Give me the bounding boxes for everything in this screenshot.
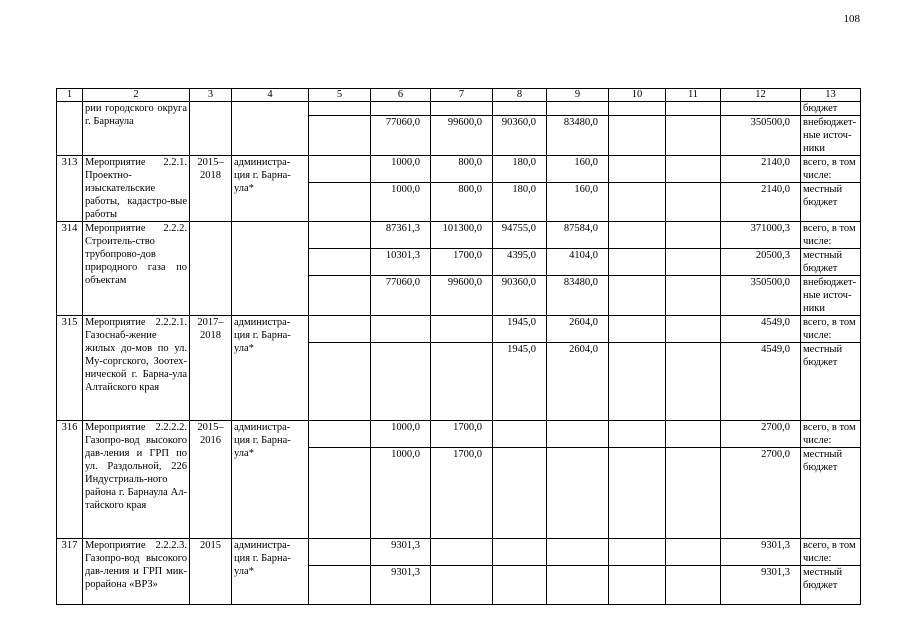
header-cell: 13	[801, 89, 861, 102]
value-cell: 94755,0	[493, 222, 547, 249]
value-cell: 83480,0	[547, 116, 609, 156]
row-number: 313	[57, 156, 83, 222]
value-cell: 180,0	[493, 156, 547, 183]
value-cell: 1000,0	[371, 183, 431, 222]
row-number: 317	[57, 539, 83, 605]
total-cell: 2700,0	[721, 421, 801, 448]
value-cell: 77060,0	[371, 116, 431, 156]
header-cell: 4	[232, 89, 309, 102]
total-cell: 9301,3	[721, 539, 801, 566]
value-cell: 4395,0	[493, 249, 547, 276]
value-cell: 1700,0	[431, 448, 493, 539]
value-cell: 4104,0	[547, 249, 609, 276]
value-cell: 1000,0	[371, 156, 431, 183]
period-cell	[190, 222, 232, 316]
total-cell: 350500,0	[721, 116, 801, 156]
page-number: 108	[843, 13, 860, 25]
funding-source: местный бюджет	[801, 566, 861, 605]
budget-table	[56, 88, 861, 605]
value-cell: 87584,0	[547, 222, 609, 249]
value-cell: 1000,0	[371, 421, 431, 448]
value-cell: 90360,0	[493, 276, 547, 316]
value-cell: 1945,0	[493, 316, 547, 343]
total-cell: 4549,0	[721, 316, 801, 343]
value-cell: 800,0	[431, 156, 493, 183]
value-cell: 10301,3	[371, 249, 431, 276]
value-cell: 83480,0	[547, 276, 609, 316]
funding-source: местный бюджет	[801, 448, 861, 539]
value-cell: 9301,3	[371, 539, 431, 566]
column-header-row	[57, 89, 861, 102]
total-cell: 9301,3	[721, 566, 801, 605]
total-cell: 2140,0	[721, 183, 801, 222]
funding-source: всего, в том числе:	[801, 222, 861, 249]
row-number: 315	[57, 316, 83, 421]
executor-cell	[232, 222, 309, 316]
executor-cell: администра-ция г. Барна-ула*	[232, 156, 309, 222]
row-number: 314	[57, 222, 83, 316]
total-cell: 2140,0	[721, 156, 801, 183]
funding-source: местный бюджет	[801, 249, 861, 276]
value-cell: 160,0	[547, 183, 609, 222]
activity-name: Мероприятие 2.2.2.2. Газопро-вод высокого дав-ления и ГРП по ул. Раздольной, 226 Индустриаль-ного района г. Барнаула Ал-тайского края	[83, 421, 190, 539]
executor-cell	[232, 102, 309, 156]
row-number	[57, 102, 83, 156]
header-cell: 7	[431, 89, 493, 102]
funding-source: всего, в том числе:	[801, 156, 861, 183]
table-row	[57, 421, 861, 448]
header-cell: 6	[371, 89, 431, 102]
executor-cell: администра-ция г. Барна-ула*	[232, 316, 309, 421]
header-cell: 2	[83, 89, 190, 102]
total-cell: 371000,3	[721, 222, 801, 249]
row-number: 316	[57, 421, 83, 539]
funding-source: местный бюджет	[801, 183, 861, 222]
value-cell: 9301,3	[371, 566, 431, 605]
funding-source: бюджет	[801, 102, 861, 116]
value-cell: 2604,0	[547, 343, 609, 421]
period-cell: 2015	[190, 539, 232, 605]
value-cell: 160,0	[547, 156, 609, 183]
value-cell: 800,0	[431, 183, 493, 222]
header-cell: 8	[493, 89, 547, 102]
period-cell: 2015–2016	[190, 421, 232, 539]
table-row	[57, 316, 861, 343]
total-cell: 2700,0	[721, 448, 801, 539]
value-cell: 1000,0	[371, 448, 431, 539]
activity-name: Мероприятие 2.2.1. Проектно-изыскательские работы, кадастро-вые работы	[83, 156, 190, 222]
total-cell: 4549,0	[721, 343, 801, 421]
value-cell: 87361,3	[371, 222, 431, 249]
header-cell: 5	[309, 89, 371, 102]
header-cell: 11	[666, 89, 721, 102]
funding-source: всего, в том числе:	[801, 316, 861, 343]
funding-source: всего, в том числе:	[801, 539, 861, 566]
header-cell: 1	[57, 89, 83, 102]
table-row	[57, 102, 861, 116]
total-cell: 350500,0	[721, 276, 801, 316]
funding-source: внебюджет-ные источ-ники	[801, 116, 861, 156]
value-cell: 180,0	[493, 183, 547, 222]
value-cell: 90360,0	[493, 116, 547, 156]
header-cell: 12	[721, 89, 801, 102]
header-cell: 9	[547, 89, 609, 102]
total-cell: 20500,3	[721, 249, 801, 276]
value-cell: 1700,0	[431, 421, 493, 448]
value-cell: 1945,0	[493, 343, 547, 421]
activity-name: Мероприятие 2.2.2.3. Газопро-вод высокого дав-ления и ГРП мик-рорайона «ВРЗ»	[83, 539, 190, 605]
value-cell: 2604,0	[547, 316, 609, 343]
header-cell: 10	[609, 89, 666, 102]
executor-cell: администра-ция г. Барна-ула*	[232, 421, 309, 539]
table-row	[57, 539, 861, 566]
table-row	[57, 222, 861, 249]
funding-source: внебюджет-ные источ-ники	[801, 276, 861, 316]
executor-cell: администра-ция г. Барна-ула*	[232, 539, 309, 605]
period-cell: 2015–2018	[190, 156, 232, 222]
value-cell: 101300,0	[431, 222, 493, 249]
period-cell	[190, 102, 232, 156]
value-cell: 99600,0	[431, 116, 493, 156]
activity-name: Мероприятие 2.2.2. Строитель-ство трубопрово-дов природного газа по объектам	[83, 222, 190, 316]
funding-source: всего, в том числе:	[801, 421, 861, 448]
header-cell: 3	[190, 89, 232, 102]
activity-name: рии городского округа г. Барнаула	[83, 102, 190, 156]
funding-source: местный бюджет	[801, 343, 861, 421]
activity-name: Мероприятие 2.2.2.1. Газоснаб-жение жилых до-мов по ул. Му-соргского, Зоотех-нической г. Барна-ула Алтайского края	[83, 316, 190, 421]
value-cell: 77060,0	[371, 276, 431, 316]
value-cell: 1700,0	[431, 249, 493, 276]
value-cell: 99600,0	[431, 276, 493, 316]
table-row	[57, 156, 861, 183]
period-cell: 2017–2018	[190, 316, 232, 421]
